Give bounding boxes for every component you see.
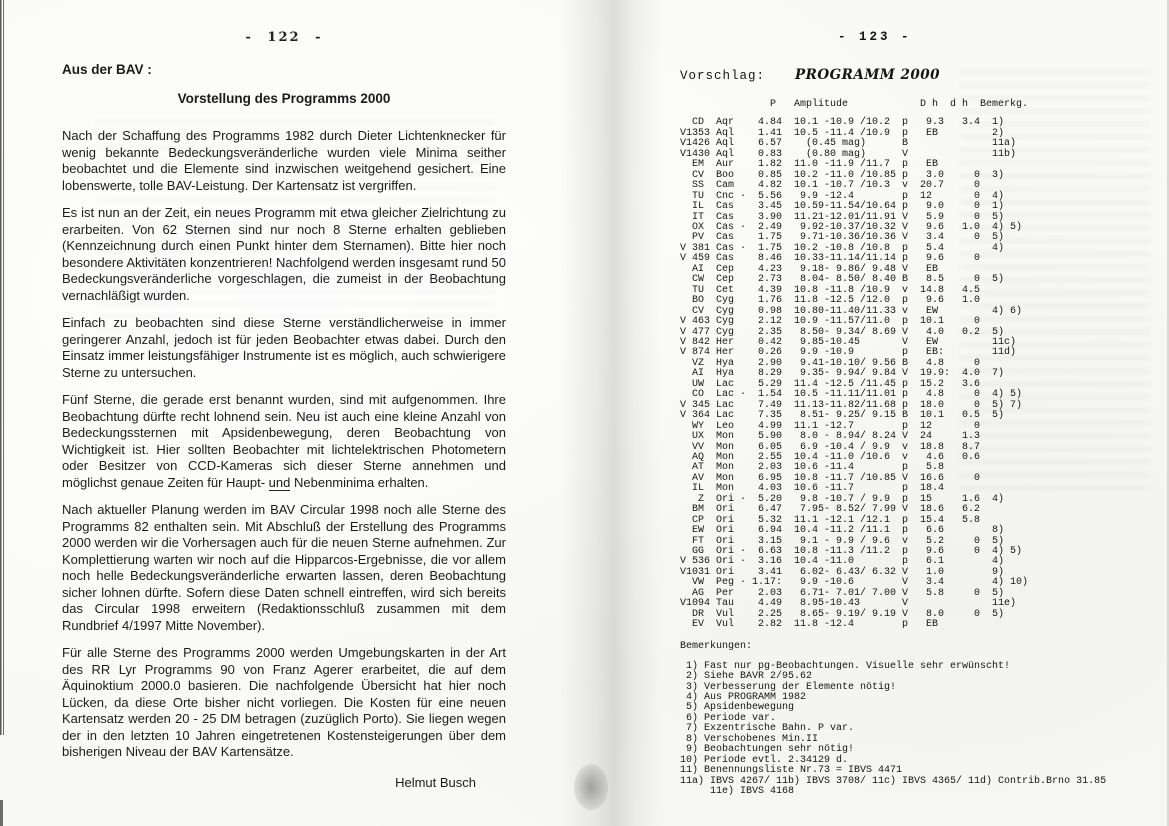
table-row: V 381 Cas · 1.75 10.2 -10.8 /10.8 p 5.4 4) — [680, 242, 1005, 254]
star-table-rows — [680, 118, 1155, 630]
table-row: V1031 Ori 3.41 6.02- 6.43/ 6.32 V 1.0 9) — [680, 566, 1005, 578]
table-row: PV Cas 1.75 9.71-10.36/10.36 V 3.4 0 5) — [680, 232, 1005, 244]
article-body — [62, 128, 506, 761]
page-number-left: - 122 - — [245, 30, 323, 45]
table-row: TU Cet 4.39 10.8 -11.8 /10.9 v 14.8 4.5 — [680, 284, 993, 296]
table-row: AT Mon 2.03 10.6 -11.4 p 5.8 — [680, 462, 993, 474]
table-row: CW Cep 2.73 8.04- 8.50/ 8.40 B 8.5 0 5) — [680, 274, 1005, 286]
table-row: EV Vul 2.82 11.8 -12.4 p EB — [680, 619, 993, 631]
gutter-bottom-smudge — [574, 764, 608, 810]
table-row: IT Cas 3.90 11.21-12.01/11.91 V 5.9 0 5) — [680, 211, 1005, 223]
left-edge-bottom-mark — [0, 800, 3, 826]
paragraph: Für alle Sterne des Programms 2000 werden Umgebungskarten in der Art des RR Lyr Programms 90 von Franz Agerer erarbeitet, die auf dem Äquinoktium 2000.0 basieren. Die nachfolgende Übersicht hat hier noch Lücken, da diese Orte bisher nicht vorliegen. Die Kosten für eine neuen Kartensatz werden 20 - 25 DM betragen (zuzüglich Porto). Sie liegen wegen der in den letzten 10 Jahren eingetretenen Kostensteigerungen über dem bisherigen Niveau der BAV Kartensätze. — [62, 645, 506, 759]
remarks-list — [680, 662, 1155, 798]
table-row: BO Cyg 1.76 11.8 -12.5 /12.0 p 9.6 1.0 — [680, 295, 993, 307]
page-122 — [62, 30, 506, 790]
author-signature: Helmut Busch — [395, 774, 476, 790]
remark-line: 3) Verbesserung der Elemente nötig! — [680, 681, 897, 693]
vorschlag-label: Vorschlag: — [680, 69, 766, 83]
remark-line: 11e) IBVS 4168 — [680, 786, 795, 798]
table-row: AV Mon 6.95 10.8 -11.7 /10.85 V 16.6 0 — [680, 472, 993, 484]
table-row: VZ Hya 2.90 9.41-10.10/ 9.56 B 4.8 0 — [680, 357, 993, 369]
left-edge-scan-artifact — [0, 0, 6, 735]
table-row: V 345 Lac 7.49 11.13-11.82/11.68 p 18.0 0 5) 7) — [680, 399, 1023, 411]
table-row: CD Aqr 4.84 10.1 -10.9 /10.2 p 9.3 3.4 1) — [680, 117, 1005, 129]
remark-line: 8) Verschobenes Min.II — [680, 733, 819, 745]
table-row: V 364 Lac 7.35 8.51- 9.25/ 9.15 B 10.1 0.5 5) — [680, 410, 1005, 422]
table-row: OX Cas · 2.49 9.92-10.37/10.32 V 9.6 1.0 4) 5) — [680, 221, 1023, 233]
binding-gutter-shadow — [560, 0, 680, 826]
table-row: VV Mon 6.05 6.9 -10.4 / 9.9 v 18.8 8.7 — [680, 441, 993, 453]
underlined-word: und — [268, 474, 291, 490]
paragraph: Einfach zu beobachten sind diese Sterne verständlicherweise in immer geringerer Anzahl, jedoch ist für jeden Beobachter etwas dabei. Durch den Einsatz immer leistungsfähiger Instrumente ist es möglich, auch schwierigere Sterne zu untersuchen. — [62, 315, 506, 380]
table-row: UX Mon 5.90 8.0 - 8.94/ 8.24 V 24 1.3 — [680, 431, 993, 443]
table-row: V1426 Aql 6.57 (0.45 mag) B 11a) — [680, 138, 1017, 150]
table-row: CV Boo 0.85 10.2 -11.0 /10.85 p 3.0 0 3) — [680, 169, 1005, 181]
table-row: FT Ori 3.15 9.1 - 9.9 / 9.6 v 5.2 0 5) — [680, 535, 1005, 547]
table-row: AI Hya 8.29 9.35- 9.94/ 9.84 V 19.9: 4.0 7) — [680, 368, 1005, 380]
remark-line: 1) Fast nur pg-Beobachtungen. Visuelle sehr erwünscht! — [680, 660, 1011, 672]
page-123 — [680, 30, 1155, 798]
table-row: V1430 Aql 0.83 (0.80 mag) V 11b) — [680, 148, 1017, 160]
remarks-heading: Bemerkungen: — [680, 640, 753, 652]
table-row: V 536 Ori · 3.16 10.4 -11.0 p 6.1 4) — [680, 556, 1005, 568]
table-row: GG Ori · 6.63 10.8 -11.3 /11.2 p 9.6 0 4) 5) — [680, 546, 1023, 558]
remark-line: 11) Benennungsliste Nr.73 = IBVS 4471 — [680, 765, 903, 777]
table-row: V 477 Cyg 2.35 8.50- 9.34/ 8.69 V 4.0 0.2 5) — [680, 326, 1005, 338]
table-row: AQ Mon 2.55 10.4 -11.0 /10.6 v 4.6 0.6 — [680, 451, 993, 463]
program-title: PROGRAMM 2000 — [795, 67, 941, 83]
table-row: V 459 Cas 8.46 10.33-11.14/11.14 p 9.6 0 — [680, 253, 993, 265]
table-row: IL Cas 3.45 10.59-11.54/10.64 p 9.0 0 1) — [680, 201, 1005, 213]
table-row: BM Ori 6.47 7.95- 8.52/ 7.99 V 18.6 6.2 — [680, 504, 993, 516]
paragraph: Nach aktueller Planung werden im BAV Circular 1998 noch alle Sterne des Programms 82 enthalten sein. Mit Abschluß der Erstellung des Programms 2000 werden wir die Vorhersagen auch für die neuen Sterne aufnehmen. Zur Komplettierung warten wir noch auf die Hipparcos-Ergebnisse, die vor allem noch helle Bedeckungsveränderliche erwarten lassen, deren Beobachtung sicher lohnen dürfte. Sofern diese Daten schnell eintreffen, wird sich bereits das Circular 1998 erweitern (Redaktionsschluß zusammen mit dem Rundbrief 4/1997 Mitte November). — [62, 502, 506, 633]
paragraph — [62, 392, 506, 491]
table-row: VW Peg · 1.17: 9.9 -10.6 V 3.4 4) 10) — [680, 577, 1029, 589]
table-row: CV Cyg 0.98 10.80-11.40/11.33 v EW 4) 6) — [680, 305, 1023, 317]
table-row: V1353 Aql 1.41 10.5 -11.4 /10.9 p EB 2) — [680, 127, 1005, 139]
remark-line: 11a) IBVS 4267/ 11b) IBVS 3708/ 11c) IBVS 4365/ 11d) Contrib.Brno 31.85 — [680, 775, 1107, 787]
table-row: TU Cnc · 5.56 9.9 -12.4 p 12 0 4) — [680, 190, 1005, 202]
table-row: AG Per 2.03 6.71- 7.01/ 7.00 V 5.8 0 5) — [680, 587, 1005, 599]
table-row: V 463 Cyg 2.12 10.9 -11.57/11.0 p 10.1 0 — [680, 316, 993, 328]
paragraph: Es ist nun an der Zeit, ein neues Programm mit etwa gleicher Zielrichtung zu erarbeiten. Von 62 Sternen sind nur noch 8 Sterne erhalten geblieben (Kennzeichnung durch einen Punkt hinter dem Sternamen). Bitte hier noch besondere Aktivitäten konzentrieren! Nachfolgend werden insgesamt rund 50 Bedeckungsveränderliche vorgeschlagen, die zumeist in der Beobachtung vernachläßigt wurden. — [62, 205, 506, 303]
remark-line: 10) Periode evtl. 2.34129 d. — [680, 754, 849, 766]
table-row: V1094 Tau 4.49 8.95-10.43 V 11e) — [680, 598, 1017, 610]
table-row: Z Ori · 5.20 9.8 -10.7 / 9.9 p 15 1.6 4) — [680, 493, 1005, 505]
table-row: V 874 Her 0.26 9.9 -10.9 p EB: 11d) — [680, 347, 1017, 359]
table-row: EM Aur 1.82 11.0 -11.9 /11.7 p EB — [680, 159, 993, 171]
table-row: UW Lac 5.29 11.4 -12.5 /11.45 p 15.2 3.6 — [680, 378, 993, 390]
table-row: IL Mon 4.03 10.6 -11.7 p 18.4 — [680, 483, 993, 495]
remark-line: 5) Apsidenbewegung — [680, 702, 795, 714]
page-number-right: - 123 - — [838, 30, 912, 44]
table-row: WY Leo 4.99 11.1 -12.7 p 12 0 — [680, 420, 993, 432]
section-heading: Aus der BAV : — [62, 62, 152, 77]
remark-line: 9) Beobachtungen sehr nötig! — [680, 744, 855, 756]
table-row: CO Lac · 1.54 10.5 -11.11/11.01 p 4.8 0 4) 5) — [680, 389, 1023, 401]
table-row: SS Cam 4.82 10.1 -10.7 /10.3 v 20.7 0 — [680, 180, 993, 192]
paragraph: Nach der Schaffung des Programms 1982 durch Dieter Lichtenknecker für wenig bekannte Bedeckungsveränderliche wurden viele Minima seither beobachtet und die Elemente sind inzwischen weitgehend gesichert. Eine lobenswerte, tolle BAV-Leistung. Der Kartensatz ist vergriffen. — [62, 128, 506, 193]
paragraph-text: Nebenminima erhalten. — [290, 474, 429, 490]
remark-line: 6) Periode var. — [680, 712, 777, 724]
table-row: CP Ori 5.32 11.1 -12.1 /12.1 p 15.4 5.8 — [680, 514, 993, 526]
table-row: DR Vul 2.25 8.65- 9.19/ 9.19 V 8.0 0 5) — [680, 608, 1005, 620]
table-row: AI Cep 4.23 9.18- 9.86/ 9.48 V EB — [680, 263, 993, 275]
remark-line: 2) Siehe BAVR 2/95.62 — [680, 671, 813, 683]
proposal-header — [680, 66, 1155, 84]
table-row: EW Ori 6.94 10.4 -11.2 /11.1 p 6.6 8) — [680, 525, 1005, 537]
table-row: V 842 Her 0.42 9.85-10.45 V EW 11c) — [680, 336, 1017, 348]
article-title: Vorstellung des Programms 2000 — [177, 91, 391, 106]
table-header: P Amplitude D h d h Bemerkg. — [680, 99, 1029, 110]
remark-line: 4) Aus PROGRAMM 1982 — [680, 692, 807, 704]
paragraph-text: Fünf Sterne, die gerade erst benannt wurden, sind mit aufgenommen. Ihre Beobachtung dürfte recht lohnend sein. Neu ist auch eine kleine Anzahl von Bedeckungssternen mit Apsidenbewegung, deren Beobachtung von Wichtigkeit ist. Hier sollten Beobachter mit lichtelektrischen Photometern oder Besitzer von CCD-Kameras sich dieser Sterne annehmen und möglichst genaue Zeiten für Haupt- — [62, 392, 506, 490]
remark-line: 7) Exzentrische Bahn. P var. — [680, 723, 855, 735]
